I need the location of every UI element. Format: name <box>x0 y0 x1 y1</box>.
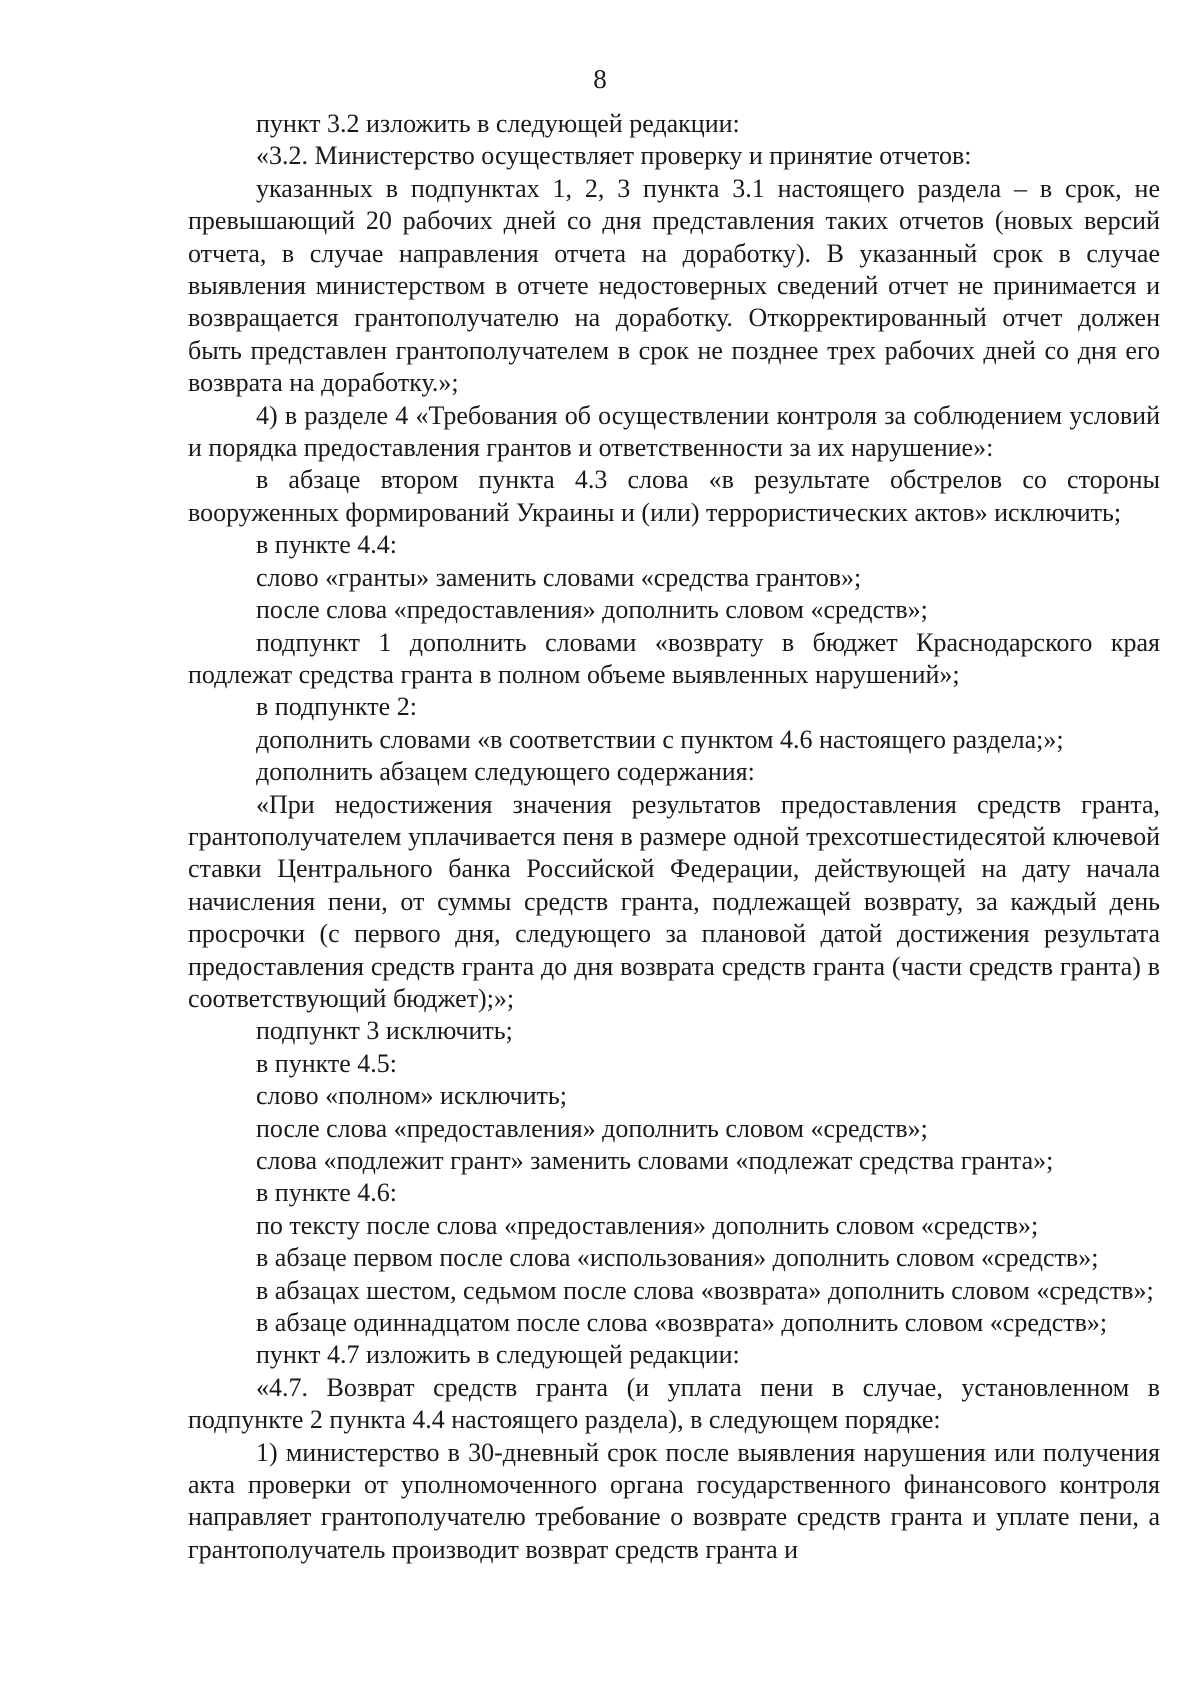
paragraph: 1) министерство в 30-дневный срок после выявления нарушения или получения акта проверки от уполномоченного органа государственного финансового контроля направляет грантополучателю требование о возврате средств гранта и уплате пени, а грантополучатель производит возврат средств гранта и <box>188 1437 1160 1564</box>
paragraph: подпункт 3 исключить; <box>256 1016 513 1046</box>
paragraph: в пункте 4.5: <box>256 1048 398 1078</box>
paragraph: пункт 3.2 изложить в следующей редакции: <box>256 109 740 138</box>
paragraph: слово «гранты» заменить словами «средства грантов»; <box>256 562 862 592</box>
paragraph: по тексту после слова «предоставления» дополнить словом «средств»; <box>256 1210 1039 1240</box>
paragraph: «3.2. Министерство осуществляет проверку и принятие отчетов: <box>256 141 972 171</box>
paragraph: в абзаце втором пункта 4.3 слова «в результате обстрелов со стороны вооруженных формирований Украины и (или) террористических актов» исключить; <box>188 465 1160 527</box>
paragraph: слово «полном» исключить; <box>256 1081 567 1111</box>
paragraph: после слова «предоставления» дополнить словом «средств»; <box>256 1113 928 1143</box>
paragraph: указанных в подпунктах 1, 2, 3 пункта 3.1 настоящего раздела – в срок, не превышающий 20 рабочих дней со дня представления таких отчетов (новых версий отчета, в случае направления отчета на доработку). В указанный срок в случае выявления министерством в отчете недостоверных сведений отчет не принимается и возвращается грантополучателю на доработку. Откорректированный отчет должен быть представлен грантополучателем в срок не позднее трех рабочих дней со дня его возврата на доработку.»; <box>188 173 1160 398</box>
paragraph: подпункт 1 дополнить словами «возврату в бюджет Краснодарского края подлежат средства гранта в полном объеме выявленных нарушений»; <box>188 627 1160 689</box>
paragraph: в подпункте 2: <box>256 692 417 722</box>
paragraph: «При недостижения значения результатов предоставления средств гранта, грантополучателем уплачивается пеня в размере одной трехсотшестидесятой ключевой ставки Центрального банка Российской Федерации, действующей на дату начала начисления пени, от суммы средств гранта, подлежащей возврату, за каждый день просрочки (с первого дня, следующего за плановой датой достижения результата предоставления средств гранта до дня возврата средств гранта (части средств гранта) в соответствующий бюджет);»; <box>188 789 1160 1013</box>
paragraph: слова «подлежит грант» заменить словами «подлежат средства гранта»; <box>256 1146 1054 1175</box>
paragraph: «4.7. Возврат средств гранта (и уплата пени в случае, установленном в подпункте 2 пункта 4.4 настоящего раздела), в следующем порядке: <box>188 1372 1160 1435</box>
paragraph: в абзаце первом после слова «использования» дополнить словом «средств»; <box>256 1243 1099 1273</box>
paragraph: после слова «предоставления» дополнить словом «средств»; <box>256 595 928 625</box>
page-number: 8 <box>593 64 607 94</box>
paragraph: пункт 4.7 изложить в следующей редакции: <box>256 1340 740 1370</box>
paragraph: 4) в разделе 4 «Требования об осуществлении контроля за соблюдением условий и порядка предоставления грантов и ответственности за их нарушение»: <box>188 400 1160 463</box>
paragraph: в абзаце одиннадцатом после слова «возврата» дополнить словом «средств»; <box>256 1308 1108 1338</box>
paragraph: дополнить словами «в соответствии с пунктом 4.6 настоящего раздела;»; <box>256 724 1064 754</box>
paragraph: в пункте 4.4: <box>256 530 398 560</box>
paragraph: в пункте 4.6: <box>256 1178 398 1208</box>
document-body <box>188 108 1160 1566</box>
paragraph: дополнить абзацем следующего содержания: <box>256 757 755 787</box>
paragraph: в абзацах шестом, седьмом после слова «возврата» дополнить словом «средств»; <box>256 1275 1154 1305</box>
